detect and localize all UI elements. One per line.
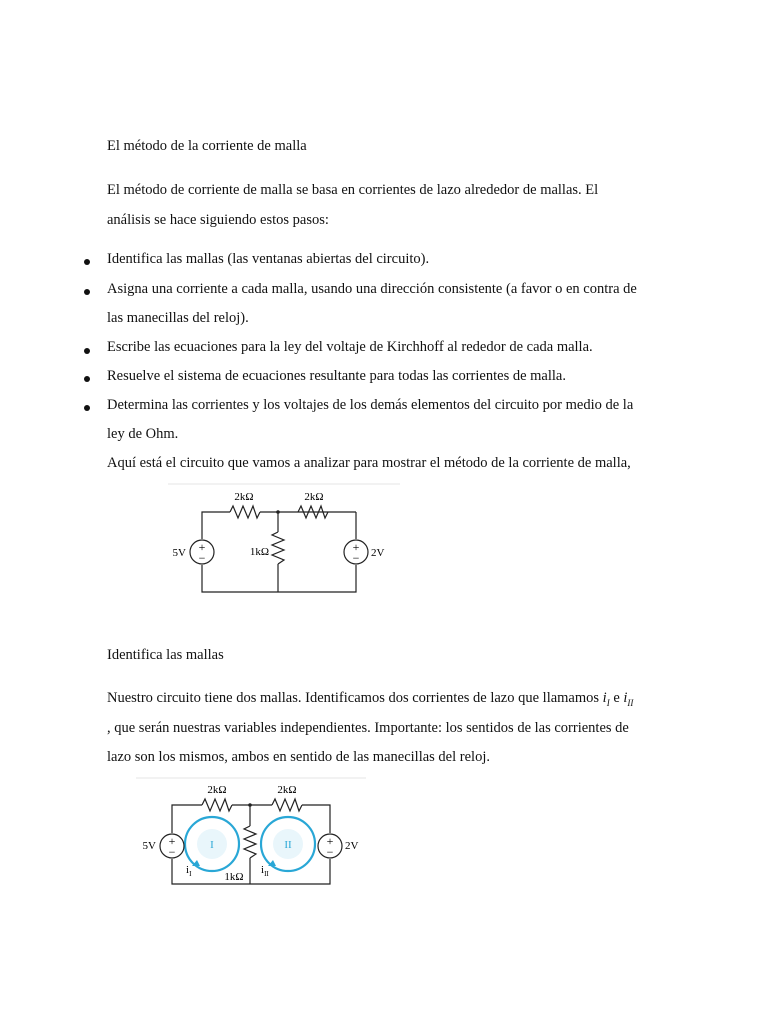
current-i2: [623, 690, 633, 706]
step-2-line-1: Asigna una corriente a cada malla, usando una dirección consistente (a favor o en contra de: [107, 281, 637, 297]
label-v-right: 2V: [345, 840, 359, 852]
meshes-text-prefix: Nuestro circuito tiene dos mallas. Identificamos dos corrientes de lazo que llamamos: [107, 690, 600, 706]
step-5-line-2: ley de Ohm.: [107, 426, 179, 442]
step-2-line-2: las manecillas del reloj).: [107, 310, 249, 326]
mesh-2-label: II: [284, 839, 292, 851]
bullet-dot: [84, 348, 90, 354]
section-title-identify-meshes: Identifica las mallas: [107, 647, 224, 663]
label-r-right: 2kΩ: [277, 784, 297, 796]
circuit-diagram-2: [130, 774, 380, 894]
label-r-mid: 1kΩ: [224, 871, 244, 883]
current-label-i2-sub: II: [264, 870, 269, 878]
meshes-text-line-1: [107, 690, 633, 708]
bullet-dot: [84, 405, 90, 411]
source-left-plus: +: [198, 540, 206, 554]
source-left-plus: +: [168, 834, 176, 848]
step-3-line-1: Escribe las ecuaciones para la ley del voltaje de Kirchhoff al rededor de cada malla.: [107, 339, 593, 355]
source-left-minus: −: [198, 551, 206, 565]
step-1-line-1: Identifica las mallas (las ventanas abiertas del circuito).: [107, 251, 430, 267]
source-right-minus: −: [352, 551, 360, 565]
conjunction: e: [613, 690, 620, 706]
source-right-plus: +: [352, 540, 360, 554]
current-i1-sub: I: [606, 697, 610, 708]
resistor-right-zigzag: [272, 799, 302, 811]
step-4-line-1: Resuelve el sistema de ecuaciones resultante para todas las corrientes de malla.: [107, 368, 566, 384]
resistor-left-zigzag: [230, 506, 260, 518]
current-label-i1-base: i: [186, 864, 190, 876]
source-left-minus: −: [168, 845, 176, 859]
intro-text-line-1: El método de corriente de malla se basa en corrientes de lazo alrededor de mallas. El: [107, 182, 599, 198]
section-title-mesh-method: El método de la corriente de malla: [107, 138, 307, 154]
label-r-left: 2kΩ: [207, 784, 227, 796]
current-i2-sub: II: [627, 697, 634, 708]
current-label-i2-base: i: [261, 864, 265, 876]
intro-text-line-2: análisis se hace siguiendo estos pasos:: [107, 212, 329, 228]
label-r-mid: 1kΩ: [249, 546, 269, 558]
bullet-dot: [84, 259, 90, 265]
circuit-2-wires: [172, 805, 330, 884]
current-i1: [603, 690, 610, 706]
current-label-i1-sub: I: [189, 870, 192, 878]
resistor-mid-zigzag: [272, 532, 284, 564]
meshes-text-line-2: , que serán nuestras variables independientes. Importante: los sentidos de las corrientes de: [107, 720, 629, 736]
source-right-minus: −: [326, 845, 334, 859]
label-v-left: 5V: [142, 840, 156, 852]
current-label-i1: [186, 864, 192, 878]
current-i1-base: i: [602, 690, 607, 706]
label-v-left: 5V: [172, 547, 186, 559]
mesh-1-label: I: [210, 839, 214, 851]
step-5-line-1: Determina las corrientes y los voltajes de los demás elementos del circuito por medio de la: [107, 397, 634, 413]
current-i2-base: i: [623, 690, 628, 706]
label-r-left: 2kΩ: [234, 491, 254, 503]
meshes-text-line-3: lazo son los mismos, ambos en sentido de las manecillas del reloj.: [107, 749, 490, 765]
label-v-right: 2V: [371, 547, 385, 559]
circuit-intro-text: Aquí está el circuito que vamos a analizar para mostrar el método de la corriente de malla,: [107, 455, 631, 471]
current-label-i2: [261, 864, 269, 878]
resistor-left-zigzag: [202, 799, 232, 811]
junction-node: [276, 510, 280, 514]
junction-node: [248, 803, 252, 807]
resistor-mid-zigzag: [244, 826, 256, 858]
circuit-diagram-1: [160, 480, 410, 600]
source-right-plus: +: [326, 834, 334, 848]
bullet-dot: [84, 289, 90, 295]
label-r-right: 2kΩ: [304, 491, 324, 503]
bullet-dot: [84, 376, 90, 382]
